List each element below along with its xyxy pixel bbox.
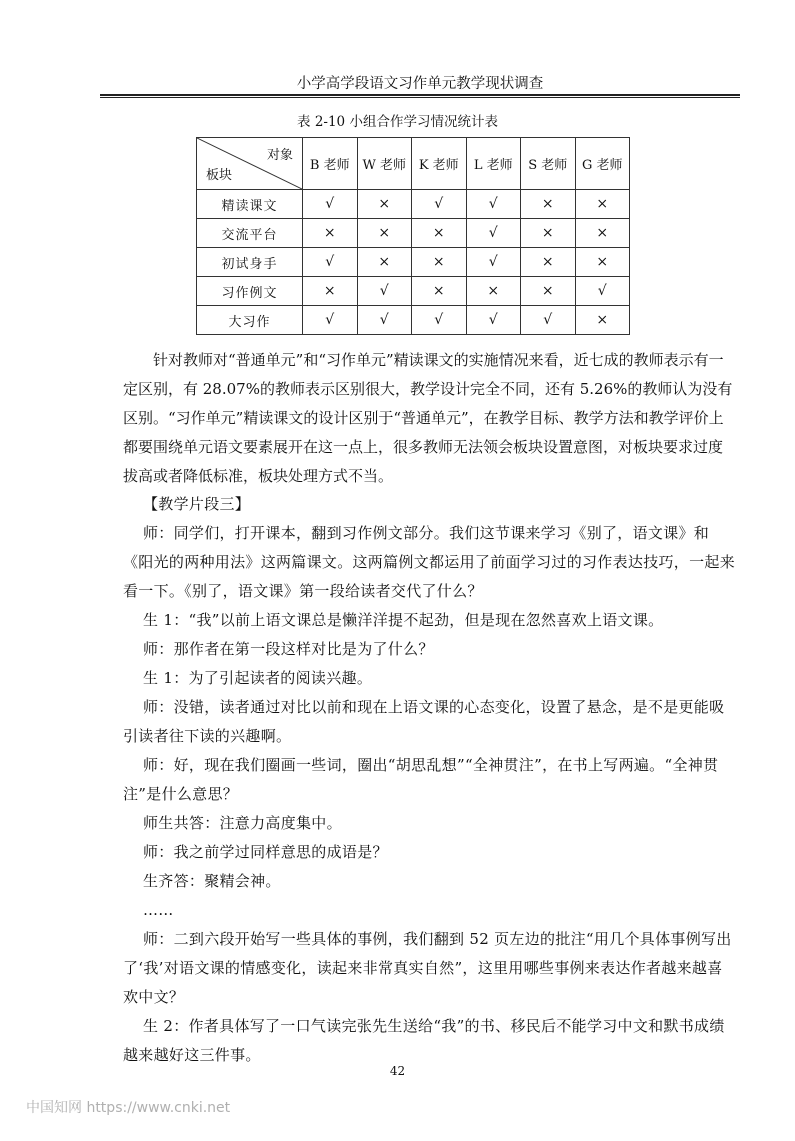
dialogue-line: 生 1：“我”以前上语文课总是懒洋洋提不起劲，但是现在忽然喜欢上语文课。 bbox=[143, 611, 664, 629]
running-header bbox=[100, 72, 740, 96]
table-cell: √ bbox=[466, 306, 521, 335]
section-title: 【教学片段三】 bbox=[143, 495, 251, 513]
table-caption: 表 2-10 小组合作学习情况统计表 bbox=[297, 114, 498, 130]
table-cell: √ bbox=[466, 219, 521, 248]
table-row bbox=[197, 306, 630, 335]
table-cell: × bbox=[357, 248, 412, 277]
table-cell: √ bbox=[412, 190, 467, 219]
table-cell: × bbox=[575, 306, 630, 335]
table-row bbox=[197, 248, 630, 277]
row-label: 交流平台 bbox=[197, 219, 303, 248]
table-cell: √ bbox=[466, 190, 521, 219]
table-cell: × bbox=[412, 219, 467, 248]
table-cell: × bbox=[412, 277, 467, 306]
row-label: 精读课文 bbox=[197, 190, 303, 219]
table-cell: √ bbox=[303, 190, 358, 219]
table-cell: √ bbox=[303, 248, 358, 277]
table-cell: × bbox=[521, 219, 576, 248]
body-text bbox=[123, 346, 737, 491]
column-header: L 老师 bbox=[466, 138, 521, 190]
table-cell: × bbox=[575, 190, 630, 219]
dialogue-line: 生齐答：聚精会神。 bbox=[143, 872, 281, 890]
column-header: S 老师 bbox=[521, 138, 576, 190]
table-cell: × bbox=[303, 277, 358, 306]
dialogue-line: …… bbox=[143, 901, 174, 919]
table-cell: √ bbox=[357, 306, 412, 335]
column-header: W 老师 bbox=[357, 138, 412, 190]
table-cell: √ bbox=[575, 277, 630, 306]
table-cell: √ bbox=[412, 306, 467, 335]
table-corner-cell bbox=[197, 138, 303, 190]
table-row bbox=[197, 277, 630, 306]
page-number: 42 bbox=[389, 1064, 406, 1078]
header-rule bbox=[100, 97, 740, 98]
stats-table bbox=[196, 137, 630, 335]
table-cell: × bbox=[357, 219, 412, 248]
table-cell: × bbox=[521, 248, 576, 277]
dialogue-block bbox=[123, 490, 737, 1070]
table-cell: × bbox=[575, 248, 630, 277]
table-cell: × bbox=[466, 277, 521, 306]
watermark: 中国知网 https://www.cnki.net bbox=[26, 1100, 231, 1116]
table-cell: × bbox=[412, 248, 467, 277]
column-header: K 老师 bbox=[412, 138, 467, 190]
table-cell: √ bbox=[303, 306, 358, 335]
dialogue-line: 师：二到六段开始写一些具体的事例，我们翻到 52 页左边的批注“用几个具体事例写出了‘我’对语文课的情感变化，读起来非常真实自然”，这里用哪些事例来表达作者越来越喜欢中文？ bbox=[123, 930, 732, 1006]
table-header-row bbox=[197, 138, 630, 190]
dialogue-line: 师：没错，读者通过对比以前和现在上语文课的心态变化，设置了悬念，是不是更能吸引读者往下读的兴趣啊。 bbox=[123, 698, 725, 745]
corner-label-object: 对象 bbox=[266, 148, 293, 163]
table-cell: × bbox=[357, 190, 412, 219]
corner-label-block: 板块 bbox=[206, 168, 233, 183]
row-label: 大习作 bbox=[197, 306, 303, 335]
row-label: 初试身手 bbox=[197, 248, 303, 277]
table-cell: √ bbox=[466, 248, 521, 277]
dialogue-line: 师生共答：注意力高度集中。 bbox=[143, 814, 342, 832]
dialogue-line: 生 1：为了引起读者的阅读兴趣。 bbox=[143, 669, 373, 687]
table-cell: × bbox=[521, 277, 576, 306]
table-cell: √ bbox=[357, 277, 412, 306]
dialogue-line: 师：我之前学过同样意思的成语是？ bbox=[143, 843, 388, 861]
table-cell: √ bbox=[521, 306, 576, 335]
running-header-title: 小学高学段语文习作单元教学现状调查 bbox=[296, 76, 544, 92]
table-row bbox=[197, 219, 630, 248]
table-cell: × bbox=[521, 190, 576, 219]
row-label: 习作例文 bbox=[197, 277, 303, 306]
dialogue-line: 生 2：作者具体写了一口气读完张先生送给“我”的书、移民后不能学习中文和默书成绩越来越好这三件事。 bbox=[123, 1017, 725, 1064]
table-row bbox=[197, 190, 630, 219]
column-header: G 老师 bbox=[575, 138, 630, 190]
table-cell: × bbox=[575, 219, 630, 248]
body-paragraph: 针对教师对“普通单元”和“习作单元”精读课文的实施情况来看，近七成的教师表示有一定区别，有 28.07%的教师表示区别很大，教学设计完全不同，还有 5.26%的教师认为没有区别。“习作单元”精读课文的设计区别于“普通单元”，在教学目标、教学方法和教学评价上都要围绕单元语文要素展开在这一点上，很多教师无法领会板块设置意图，对板块要求过度拔高或者降低标准，板块处理方式不当。 bbox=[123, 351, 733, 485]
dialogue-line: 师：好，现在我们圈画一些词，圈出“胡思乱想”“全神贯注”，在书上写两遍。“全神贯注”是什么意思？ bbox=[123, 756, 719, 803]
dialogue-line: 师：同学们，打开课本，翻到习作例文部分。我们这节课来学习《别了，语文课》和《阳光的两种用法》这两篇课文。这两篇例文都运用了前面学习过的习作表达技巧，一起来看一下。《别了，语文课》第一段给读者交代了什么？ bbox=[123, 524, 736, 600]
dialogue-line: 师：那作者在第一段这样对比是为了什么？ bbox=[143, 640, 434, 658]
table-cell: × bbox=[303, 219, 358, 248]
column-header: B 老师 bbox=[303, 138, 358, 190]
